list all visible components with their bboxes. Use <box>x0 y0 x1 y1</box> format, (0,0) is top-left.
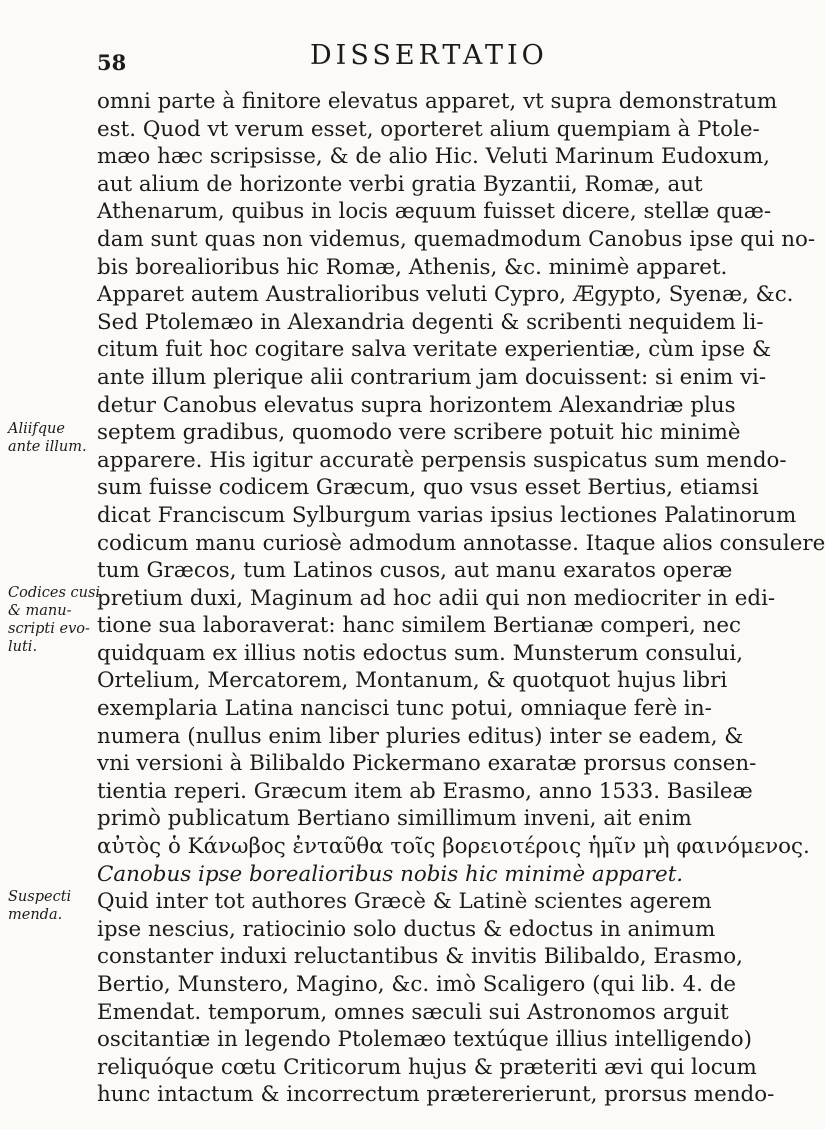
marginal-note <box>8 584 101 656</box>
marginal-note-line: menda. <box>8 907 63 923</box>
text-line: Canobus ipse borealioribus nobis hic minimè apparet. <box>97 861 684 887</box>
greek-quote-line: αὐτὸς ὁ Κάνωβος ἐνταῦθα τοῖς βορειοτέροις ἡμῖν μὴ φαινόμενος. <box>97 834 810 860</box>
marginal-note-line: Aliifque <box>8 421 65 437</box>
text-line: numera (nullus enim liber pluries editus) inter se eadem, & <box>97 723 744 749</box>
text-line: constanter induxi reluctantibus & invitis Bilibaldo, Erasmo, <box>97 944 743 970</box>
marginal-note-line: Suspecti <box>8 889 72 905</box>
text-line: exemplaria Latina nancisci tunc potui, omniaque ferè in- <box>97 696 712 722</box>
text-line: citum fuit hoc cogitare salva veritate experientiæ, cùm ipse & <box>97 337 772 363</box>
text-line: Sed Ptolemæo in Alexandria degenti & scribenti nequidem li- <box>97 309 764 335</box>
text-line: ipse nescius, ratiocinio solo ductus & edoctus in animum <box>97 916 716 942</box>
text-line: codicum manu curiosè admodum annotasse. Itaque alios consulere <box>97 530 825 556</box>
text-line: vni versioni à Bilibaldo Pickermano exaratæ prorsus consen- <box>97 751 757 777</box>
text-line: dam sunt quas non videmus, quemadmodum Canobus ipse qui no- <box>97 226 816 252</box>
text-line: hunc intactum & incorrectum prætererierunt, prorsus mendo- <box>97 1082 775 1108</box>
marginal-note-line: scripti evo- <box>8 621 90 637</box>
text-line: reliquóque cœtu Criticorum hujus & præteriti ævi qui locum <box>97 1054 757 1080</box>
text-line: omni parte à finitore elevatus apparet, vt supra demonstratum <box>97 89 778 114</box>
text-line: est. Quod vt verum esset, oporteret alium quempiam à Ptole- <box>97 116 760 142</box>
text-line: primò publicatum Bertiano simillimum inveni, ait enim <box>97 806 692 832</box>
marginal-note-line: & manu- <box>8 603 72 619</box>
marginal-note-line: Codices cusi <box>8 585 101 601</box>
text-line: Ortelium, Mercatorem, Montanum, & quotquot hujus libri <box>97 668 728 694</box>
text-line: quidquam ex illius notis edoctus sum. Munsterum consului, <box>97 640 744 666</box>
text-line: detur Canobus elevatus supra horizontem Alexandriæ plus <box>97 392 736 418</box>
text-line: sum fuisse codicem Græcum, quo vsus esset Bertius, etiamsi <box>97 475 759 501</box>
marginal-note-line: luti. <box>8 639 38 655</box>
text-line: Quid inter tot authores Græcè & Latinè scientes agerem <box>97 889 712 915</box>
marginal-note <box>8 420 96 456</box>
text-line: apparere. His igitur accuratè perpensis suspicatus sum mendo- <box>97 447 787 473</box>
main-text <box>97 88 825 1109</box>
text-line: Emendat. temporum, omnes sæculi sui Astronomos arguit <box>97 999 729 1025</box>
text-line: dicat Franciscum Sylburgum varias ipsius lectiones Palatinorum <box>97 502 797 528</box>
text-line: Bertio, Munstero, Magino, &c. imò Scaligero (qui lib. 4. de <box>97 972 737 997</box>
running-head: DISSERTATIO <box>310 40 548 71</box>
text-line: Apparet autem Australioribus veluti Cypro, Ægypto, Syenæ, &c. <box>97 282 794 308</box>
marginal-note-line: ante illum. <box>8 439 87 455</box>
text-line: Athenarum, quibus in locis æquum fuisset dicere, stellæ quæ- <box>97 199 772 225</box>
page-header <box>0 40 800 80</box>
text-line: bis borealioribus hic Romæ, Athenis, &c. minimè apparet. <box>97 254 728 280</box>
marginal-note <box>8 888 96 924</box>
text-line: septem gradibus, quomodo vere scribere potuit hic minimè <box>97 420 741 446</box>
text-line: tum Græcos, tum Latinos cusos, aut manu exaratos operæ <box>97 558 733 584</box>
text-line: aut alium de horizonte verbi gratia Byzantii, Romæ, aut <box>97 171 703 197</box>
text-line: oscitantiæ in legendo Ptolemæo textúque illius intelligendo) <box>97 1027 752 1053</box>
text-line: pretium duxi, Maginum ad hoc adii qui non mediocriter in edi- <box>97 585 776 611</box>
text-line: mæo hæc scripsisse, & de alio Hic. Veluti Marinum Eudoxum, <box>97 144 770 170</box>
page-number: 58 <box>97 50 127 75</box>
text-line: tione sua laboraverat: hanc similem Bertianæ comperi, nec <box>97 613 741 639</box>
text-line: tientia reperi. Græcum item ab Erasmo, anno 1533. Basileæ <box>97 778 753 804</box>
text-line: ante illum plerique alii contrarium jam docuissent: si enim vi- <box>97 364 767 390</box>
